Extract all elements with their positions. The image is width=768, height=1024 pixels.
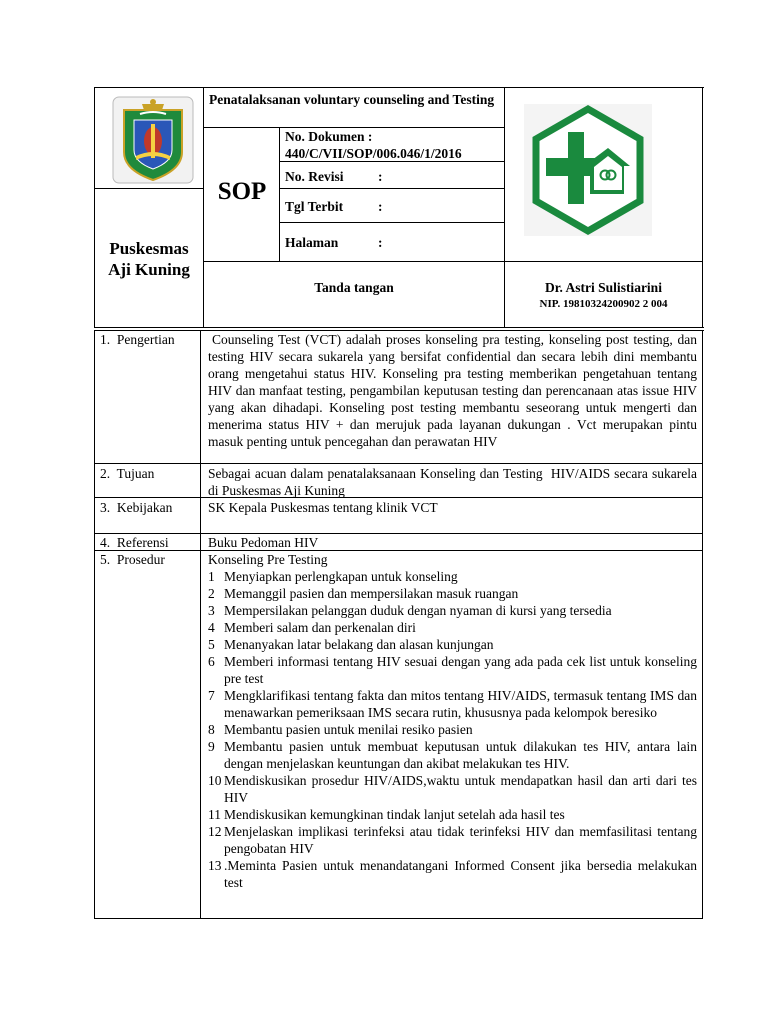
step-number: 13	[208, 858, 222, 873]
list-item	[208, 568, 697, 585]
signer-nip: NIP. 19810324200902 2 004	[539, 298, 668, 310]
tgl-terbit-label: Tgl Terbit	[285, 199, 344, 214]
step-number: 12	[208, 824, 222, 839]
list-item	[208, 636, 697, 653]
prosedur-list	[208, 551, 697, 891]
step-text: Mendiskusikan kemungkinan tindak lanjut setelah ada hasil tes	[224, 807, 565, 822]
list-item	[208, 602, 697, 619]
list-item	[208, 823, 697, 857]
halaman-colon: :	[378, 235, 383, 250]
section-label-tujuan: 2. Tujuan	[100, 466, 155, 481]
list-item	[208, 585, 697, 602]
step-text: Memanggil pasien dan mempersilakan masuk ruangan	[224, 586, 519, 601]
step-text: Memberi salam dan perkenalan diri	[224, 620, 416, 635]
step-number: 7	[208, 688, 215, 703]
section-label-pengertian: 1. Pengertian	[100, 332, 175, 347]
section-text-tujuan: Sebagai acuan dalam penatalaksanaan Konseling dan Testing HIV/AIDS secara sukarela di Puskesmas Aji Kuning	[208, 466, 701, 498]
step-number: 1	[208, 569, 215, 584]
section-text-pengertian: Counseling Test (VCT) adalah proses konseling pra testing, konseling post testing, dan testing HIV secara sukarela yang bersifat confidential dan secara lebih dini membantu orang mengetahui status HIV. Konseling pra testing memberikan pengetahuan tentang HIV dan manfaat testing, pengambilan keputusan testing dan perencanaan atas issue HIV yang akan dihadapi. Konseling post testing membantu seseorang untuk mengerti dan menerima status HIV + dan merujuk pada layanan dukungan . Vct merupakan pintu masuk penting untuk pencegahan dan perawatan HIV	[208, 332, 697, 449]
halaman-label: Halaman	[285, 235, 339, 250]
step-text: Menyiapkan perlengkapan untuk konseling	[224, 569, 458, 584]
step-number: 8	[208, 722, 215, 737]
step-number: 4	[208, 620, 215, 635]
puskesmas-logo	[524, 104, 652, 236]
no-dokumen-value: 440/C/VII/SOP/006.046/1/2016	[285, 146, 462, 161]
no-revisi-label: No. Revisi	[285, 169, 344, 184]
org-name: Puskesmas Aji Kuning	[108, 239, 190, 279]
no-revisi-colon: :	[378, 169, 383, 184]
step-text: Mengklarifikasi tentang fakta dan mitos tentang HIV/AIDS, termasuk tentang IMS dan menawarkan pemeriksaan IMS secara rutin, khususnya pada kelompok beresiko	[224, 688, 697, 720]
list-item	[208, 687, 697, 721]
tanda-tangan-label: Tanda tangan	[314, 280, 394, 295]
step-text: Membantu pasien untuk menilai resiko pasien	[224, 722, 473, 737]
step-number: 6	[208, 654, 215, 669]
step-number: 5	[208, 637, 215, 652]
step-text: Menanyakan latar belakang dan alasan kunjungan	[224, 637, 494, 652]
step-text: Mempersilakan pelanggan duduk dengan nyaman di kursi yang tersedia	[224, 603, 612, 618]
document-title: Penatalaksanan voluntary counseling and Testing	[209, 92, 495, 107]
prosedur-heading: Konseling Pre Testing	[208, 552, 328, 567]
step-text: Memberi informasi tentang HIV sesuai dengan yang ada pada cek list untuk konseling pre test	[224, 654, 697, 686]
list-item	[208, 738, 697, 772]
list-item	[208, 619, 697, 636]
tgl-terbit-colon: :	[378, 199, 383, 214]
list-item	[208, 806, 697, 823]
step-number: 10	[208, 773, 222, 788]
step-text: Mendiskusikan prosedur HIV/AIDS,waktu untuk mendapatkan hasil dan arti dari tes HIV	[224, 773, 697, 805]
regional-emblem	[112, 96, 194, 184]
step-number: 3	[208, 603, 215, 618]
list-item	[208, 857, 697, 891]
section-label-referensi: 4. Referensi	[100, 535, 169, 550]
step-text: .Meminta Pasien untuk menandatangani Informed Consent jika bersedia melakukan test	[224, 858, 697, 890]
list-item	[208, 772, 697, 806]
no-dokumen-label: No. Dokumen :	[285, 129, 373, 144]
section-label-prosedur: 5. Prosedur	[100, 552, 165, 567]
step-text: Membantu pasien untuk membuat keputusan untuk dilakukan tes HIV, antara lain dengan menjelaskan keuntungan dan akibat melakukan tes HIV.	[224, 739, 697, 771]
list-item	[208, 721, 697, 738]
section-text-referensi: Buku Pedoman HIV	[208, 535, 319, 550]
step-number: 11	[208, 807, 221, 822]
section-label-kebijakan: 3. Kebijakan	[100, 500, 173, 515]
signer-name: Dr. Astri Sulistiarini	[545, 280, 662, 295]
sop-label: SOP	[217, 178, 267, 205]
list-item	[208, 653, 697, 687]
step-text: Menjelaskan implikasi terinfeksi atau tidak terinfeksi HIV dan memfasilitasi tentang pengobatan HIV	[224, 824, 697, 856]
step-number: 2	[208, 586, 215, 601]
step-number: 9	[208, 739, 215, 754]
section-text-kebijakan: SK Kepala Puskesmas tentang klinik VCT	[208, 500, 438, 515]
